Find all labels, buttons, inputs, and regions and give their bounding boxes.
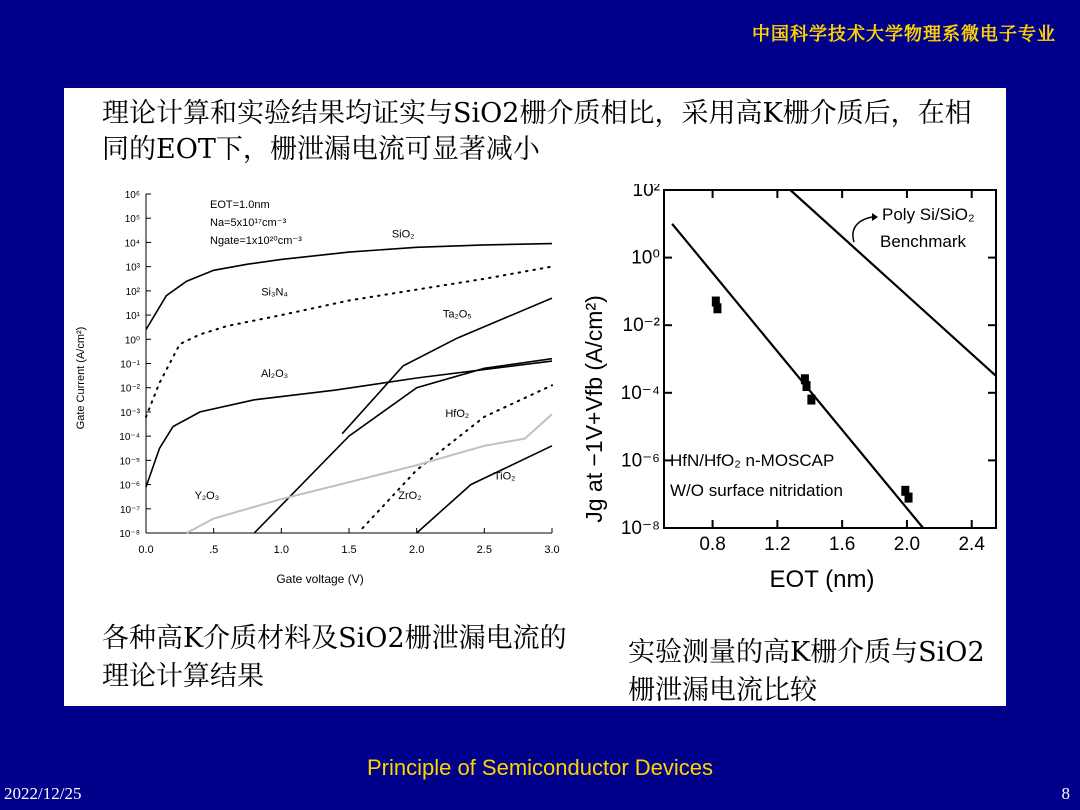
right-chart (572, 184, 1006, 604)
lc-series-line (254, 359, 552, 533)
left-chart (70, 188, 560, 603)
rc-benchmark-arrow (853, 217, 872, 242)
rc-y-tick-label: 10⁻⁴ (620, 382, 660, 404)
lc-annot-eot: EOT=1.0nm (210, 199, 270, 211)
lc-x-tick-label: 1.0 (273, 544, 289, 556)
lc-series-line (146, 267, 552, 417)
rc-x-tick-label: 0.8 (699, 534, 726, 555)
lc-y-tick-label: 10⁵ (124, 214, 140, 226)
header-org: 中国科学技术大学物理系微电子专业 (752, 24, 1056, 45)
lc-series-label: TiO₂ (493, 470, 516, 483)
lc-series-label: Y₂O₃ (194, 490, 220, 503)
rc-y-tick-label: 10⁻⁸ (620, 518, 660, 539)
rc-label-wo: W/O surface nitridation (670, 481, 843, 500)
rc-ylabel: Jg at −1V+Vfb (A/cm²) (581, 295, 607, 523)
lc-series-line (146, 361, 552, 487)
rc-label-benchmark: Benchmark (880, 232, 966, 251)
rc-data-marker (807, 395, 815, 405)
lc-series-label: SiO₂ (391, 228, 415, 241)
rc-label-poly: Poly Si/SiO₂ (882, 205, 975, 224)
lc-y-tick-label: 10² (125, 286, 140, 298)
rc-data-marker (713, 303, 721, 313)
lc-y-tick-label: 10⁶ (124, 190, 140, 201)
rc-y-tick-label: 10⁻² (622, 315, 660, 337)
rc-x-tick-label: 2.0 (893, 534, 921, 555)
rc-y-tick-label: 10⁻⁶ (621, 450, 660, 472)
lc-x-tick-label: 3.0 (544, 544, 560, 556)
lc-y-tick-label: 10³ (125, 262, 140, 274)
content-panel (64, 88, 1006, 706)
rc-x-tick-label: 1.2 (764, 534, 791, 555)
lc-y-tick-label: 10⁻⁴ (119, 432, 140, 444)
lc-y-tick-label: 10⁻² (120, 383, 140, 395)
lc-series-label: HfO₂ (445, 407, 470, 420)
rc-y-tick-label: 10⁰ (631, 247, 660, 269)
caption-left: 各种高K介质材料及SiO2栅泄漏电流的理论计算结果 (102, 623, 567, 692)
lc-annot-na: Na=5x10¹⁷cm⁻³ (210, 217, 287, 229)
lc-x-tick-label: 1.5 (341, 544, 357, 556)
lc-x-tick-label: .5 (209, 544, 219, 556)
rc-benchmark-arrowhead (872, 213, 878, 221)
lc-y-tick-label: 10⁻¹ (120, 359, 140, 371)
lc-xlabel: Gate voltage (V) (276, 572, 364, 586)
lc-y-tick-label: 10⁻⁷ (119, 504, 140, 516)
lc-x-tick-label: 0.0 (138, 544, 154, 556)
lc-series-label: Si₃N₄ (261, 286, 288, 299)
lc-y-tick-label: 10⁻³ (120, 407, 140, 419)
lc-y-tick-label: 10⁻⁸ (119, 529, 140, 540)
footer-date: 2022/12/25 (4, 784, 82, 803)
rc-label-hfn: HfN/HfO₂ n-MOSCAP (670, 451, 835, 470)
caption-right: 实验测量的高K栅介质与SiO2栅泄漏电流比较 (628, 637, 985, 706)
lc-series-label: ZrO₂ (398, 490, 422, 503)
footer-course: Principle of Semiconductor Devices (366, 755, 714, 780)
rc-x-tick-label: 1.6 (828, 534, 856, 555)
rc-xlabel: EOT (nm) (769, 566, 875, 593)
lc-x-tick-label: 2.0 (409, 544, 425, 556)
left-chart-series (146, 229, 552, 533)
lc-series-label: Al₂O₃ (261, 367, 289, 380)
lc-series-label: Ta₂O₅ (442, 308, 472, 321)
main-title: 理论计算和实验结果均证实与SiO2栅介质相比，采用高K栅介质后，在相同的EOT下，栅泄漏电流可显著减小 (102, 98, 972, 165)
rc-x-tick-label: 2.4 (958, 534, 985, 555)
lc-y-tick-label: 10⁴ (124, 238, 140, 250)
rc-data-marker (803, 381, 811, 391)
lc-annot-ngate: Ngate=1x10²⁰cm⁻³ (210, 235, 302, 247)
lc-ylabel: Gate Current (A/cm²) (75, 326, 87, 430)
lc-x-tick-label: 2.5 (476, 544, 492, 556)
lc-y-tick-label: 10⁻⁵ (119, 456, 140, 468)
lc-series-line (146, 244, 552, 330)
lc-y-tick-label: 10¹ (125, 311, 140, 323)
footer-page: 8 (1061, 784, 1070, 803)
lc-y-tick-label: 10⁰ (124, 335, 140, 347)
rc-y-tick-label: 10² (632, 184, 660, 201)
lc-y-tick-label: 10⁻⁶ (119, 480, 140, 492)
rc-data-marker (905, 493, 913, 503)
